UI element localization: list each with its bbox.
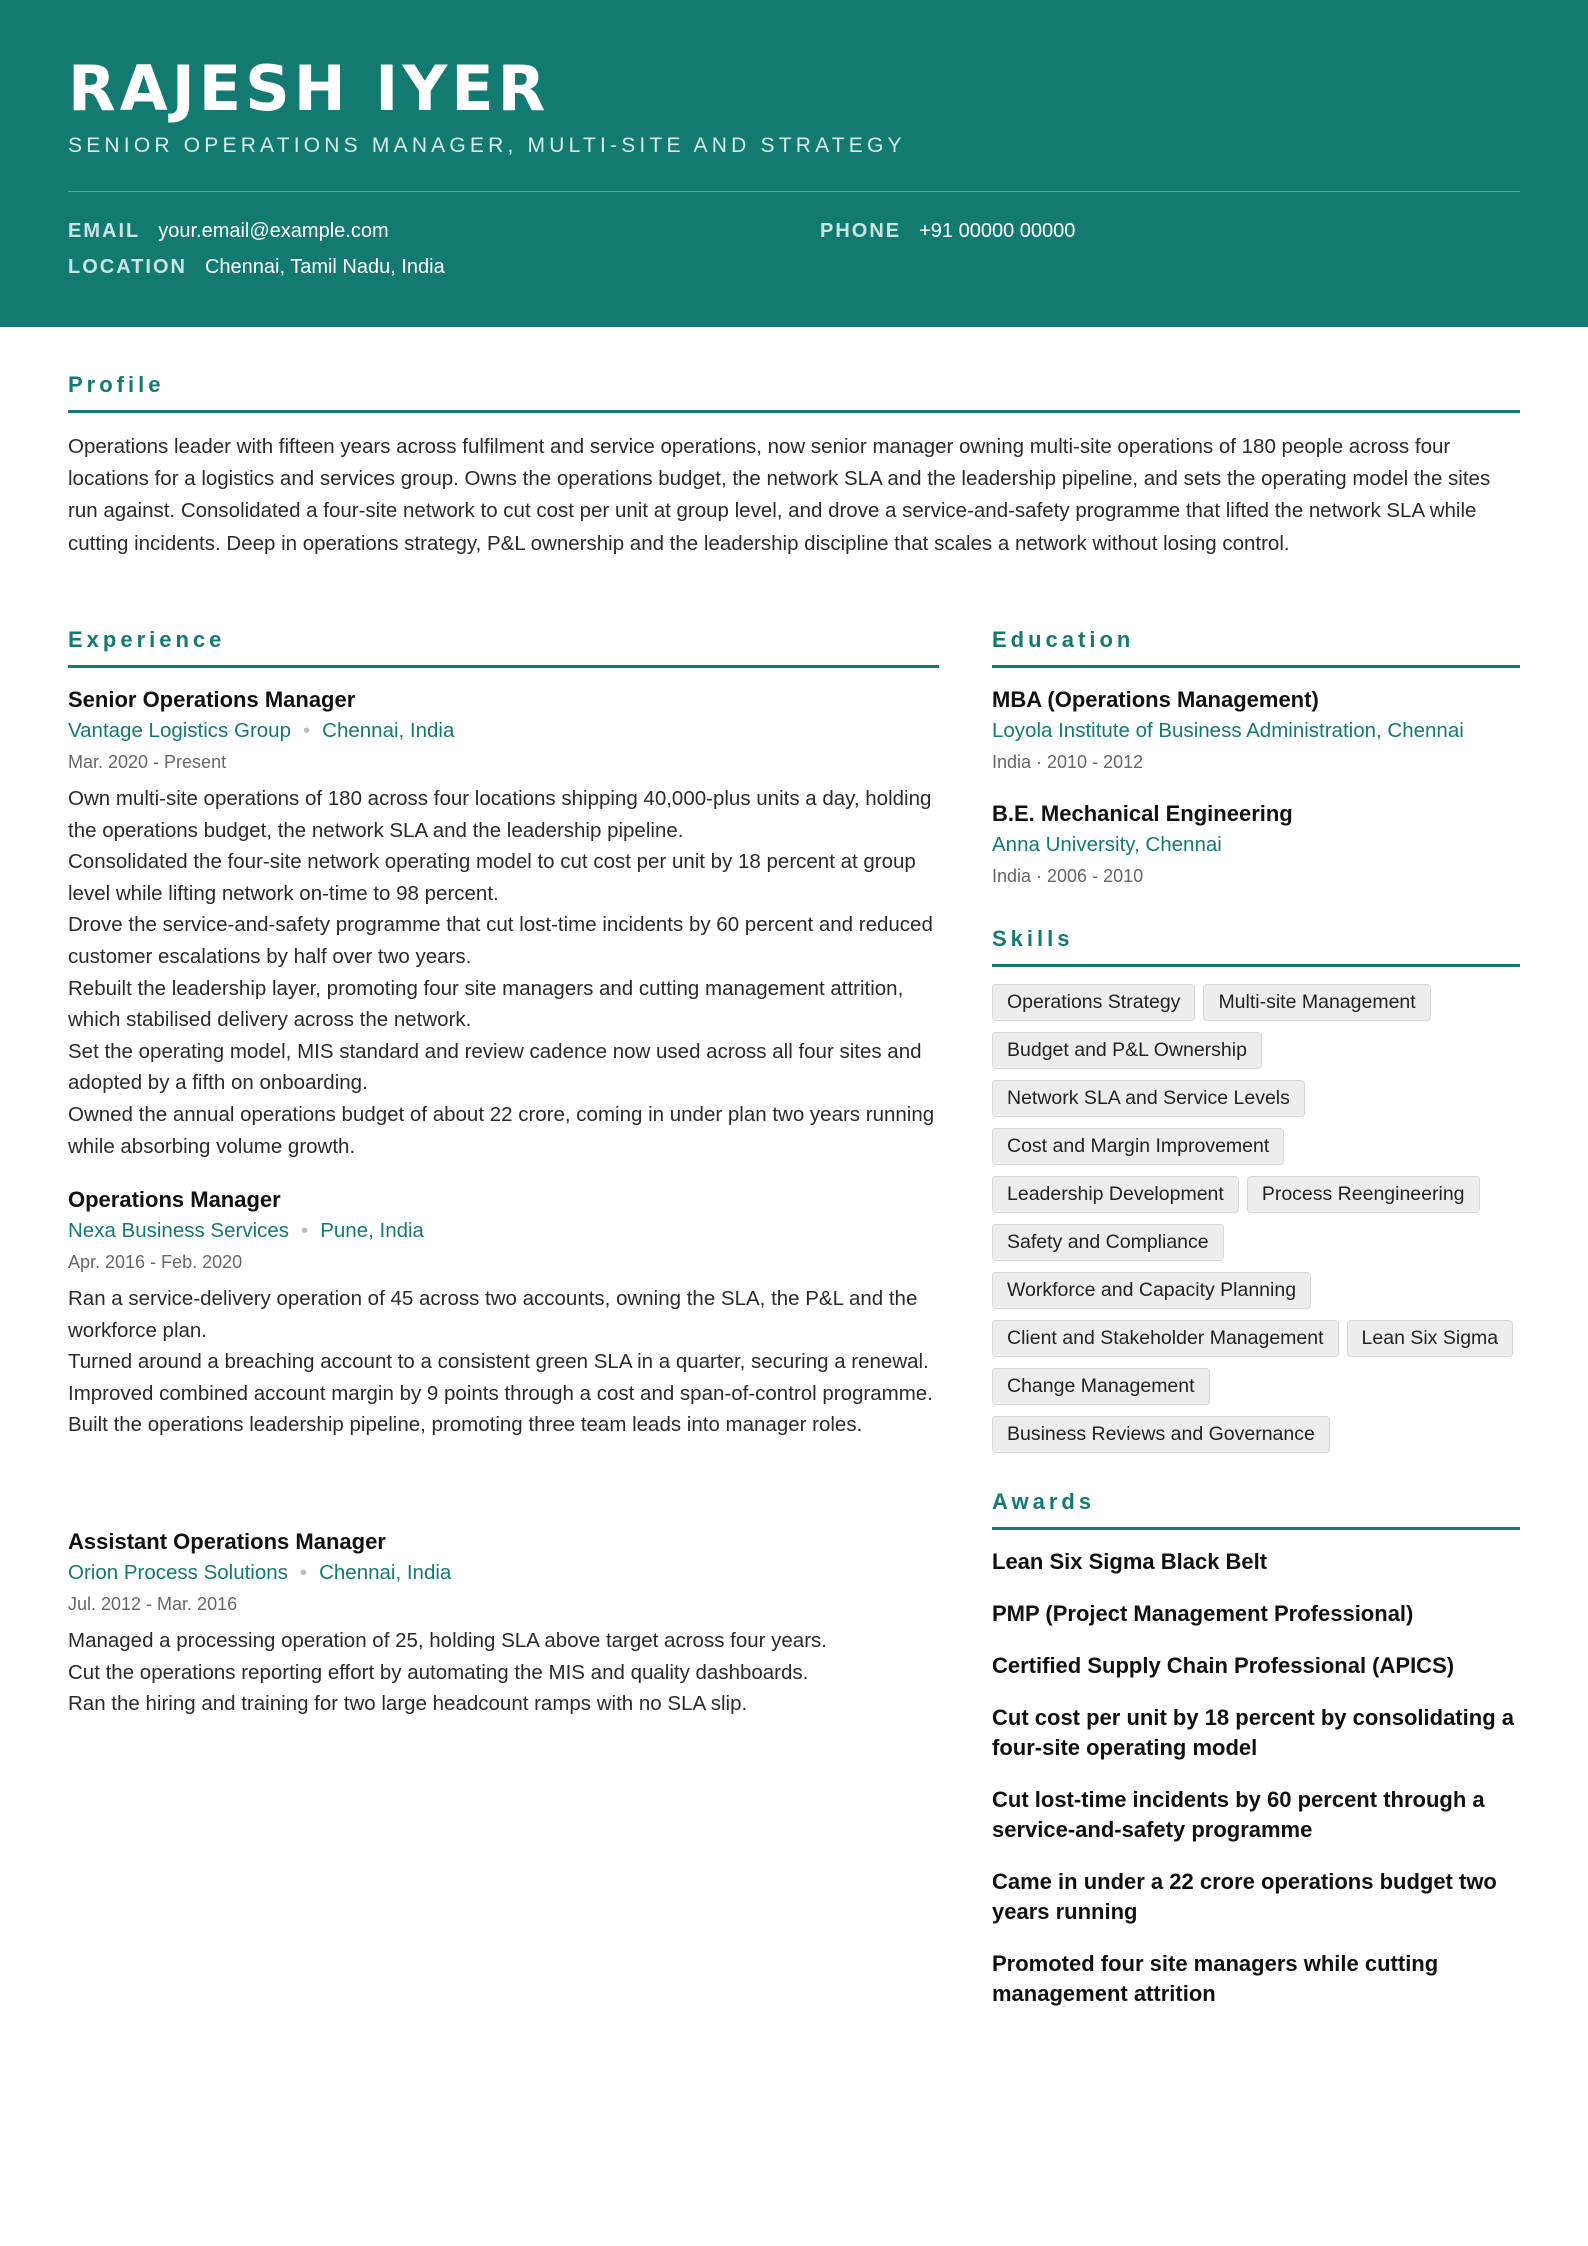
skill-tag: Budget and P&L Ownership [992,1032,1262,1069]
skill-tag: Multi-site Management [1203,984,1430,1021]
skill-tag: Client and Stakeholder Management [992,1320,1339,1357]
separator-dot-icon: • [299,1561,308,1584]
education-entry [992,799,1522,891]
contact-location [68,256,445,279]
email-label: EMAIL [68,220,141,242]
job-company: Orion Process Solutions [68,1561,288,1584]
education-degree: B.E. Mechanical Engineering [992,801,1293,826]
skill-tag: Operations Strategy [992,984,1195,1021]
job-bullet: Built the operations leadership pipeline, promoting three team leads into manager roles. [68,1413,863,1437]
candidate-title: SENIOR OPERATIONS MANAGER, MULTI-SITE AND STRATEGY [68,134,906,157]
job-bullets [68,783,948,1162]
job-dates: Apr. 2016 - Feb. 2020 [68,1252,243,1272]
education-degree: MBA (Operations Management) [992,687,1319,712]
phone-label: PHONE [820,220,902,242]
job-title: Operations Manager [68,1187,281,1212]
skill-tag: Network SLA and Service Levels [992,1080,1305,1117]
job-meta [68,715,948,747]
award-item: PMP (Project Management Professional) [992,1601,1414,1626]
skill-tag: Lean Six Sigma [1347,1320,1514,1357]
job-bullet: Ran a service-delivery operation of 45 across two accounts, owning the SLA, the P&L and the workforce plan. [68,1287,918,1342]
job-company: Vantage Logistics Group [68,719,291,742]
job-bullet: Managed a processing operation of 25, holding SLA above target across four years. [68,1629,827,1652]
education-rule [992,665,1520,668]
award-item: Cut lost-time incidents by 60 percent through a service-and-safety programme [992,1787,1485,1842]
job-bullets [68,1625,948,1720]
job-bullet: Set the operating model, MIS standard and review cadence now used across all four sites and adopted by a fifth on onboarding. [68,1039,922,1095]
job-bullet: Improved combined account margin by 9 points through a cost and span-of-control programme. [68,1381,933,1405]
award-item: Cut cost per unit by 18 percent by consolidating a four-site operating model [992,1705,1514,1760]
email-value[interactable]: your.email@example.com [158,220,389,242]
skills-list [992,984,1522,1453]
job-title: Assistant Operations Manager [68,1529,386,1554]
job-dates: Mar. 2020 - Present [68,752,227,772]
experience-heading: Experience [68,627,226,652]
skill-tag: Workforce and Capacity Planning [992,1272,1311,1309]
job-location: Pune, India [320,1219,424,1242]
job-entry [68,1527,948,1720]
skill-tag: Business Reviews and Governance [992,1416,1330,1453]
contact-phone [820,220,1075,243]
contact-email [68,220,389,243]
education-entry [992,685,1522,777]
job-bullet: Ran the hiring and training for two large headcount ramps with no SLA slip. [68,1692,748,1716]
education-heading: Education [992,627,1135,652]
award-item: Came in under a 22 crore operations budget two years running [992,1869,1497,1924]
skill-tag: Leadership Development [992,1176,1239,1213]
job-bullet: Consolidated the four-site network operating model to cut cost per unit by 18 percent at group level while lifting network on-time to 98 percent. [68,850,916,905]
job-location: Chennai, India [319,1561,452,1584]
skill-tag: Change Management [992,1368,1210,1405]
skills-rule [992,964,1520,967]
job-bullets [68,1283,948,1441]
education-meta: India · 2010 - 2012 [992,752,1144,772]
resume-header [0,0,1588,327]
award-item: Lean Six Sigma Black Belt [992,1549,1268,1574]
job-bullet: Owned the annual operations budget of about 22 crore, coming in under plan two years running while absorbing volume growth. [68,1102,935,1158]
job-company: Nexa Business Services [68,1219,290,1242]
job-bullet: Turned around a breaching account to a consistent green SLA in a quarter, securing a renewal. [68,1350,929,1374]
skill-tag: Process Reengineering [1247,1176,1480,1213]
job-meta [68,1215,948,1247]
job-location: Chennai, India [322,719,455,742]
job-dates: Jul. 2012 - Mar. 2016 [68,1594,238,1614]
education-meta: India · 2006 - 2010 [992,866,1144,886]
job-bullet: Drove the service-and-safety programme that cut lost-time incidents by 60 percent and reduced customer escalations by half over two years. [68,913,933,968]
job-bullet: Cut the operations reporting effort by automating the MIS and quality dashboards. [68,1660,809,1684]
job-bullet: Own multi-site operations of 180 across four locations shipping 40,000-plus units a day, holding the operations budget, the network SLA and the leadership pipeline. [68,787,932,842]
experience-rule [68,665,939,668]
job-entry [68,685,948,1162]
job-entry [68,1185,948,1441]
profile-rule [68,410,1520,413]
job-title: Senior Operations Manager [68,687,356,712]
job-bullet: Rebuilt the leadership layer, promoting four site managers and cutting management attrition, which stabilised delivery across the network. [68,976,904,1032]
location-value: Chennai, Tamil Nadu, India [204,256,445,278]
location-label: LOCATION [68,256,187,278]
separator-dot-icon: • [302,719,311,742]
profile-heading: Profile [68,372,165,397]
phone-value[interactable]: +91 00000 00000 [919,220,1076,242]
job-meta [68,1557,948,1589]
candidate-name: RAJESH IYER [68,52,550,125]
profile-summary: Operations leader with fifteen years across fulfilment and service operations, now senior manager owning multi-site operations of 180 people across four locations for a logistics and services group. Owns the operations budget, the network SLA and the leadership pipeline, and sets the operating model the sites run against. Consolidated a four-site network to cut cost per unit at group level, and drove a service-and-safety programme that lifted the network SLA while cutting incidents. Deep in operations strategy, P&L ownership and the leadership discipline that scales a network without losing control. [68,435,1491,555]
award-item: Certified Supply Chain Professional (APICS) [992,1653,1455,1678]
education-institution: Loyola Institute of Business Administration, Chennai [992,719,1464,742]
skill-tag: Cost and Margin Improvement [992,1128,1284,1165]
separator-dot-icon: • [301,1219,309,1242]
skills-heading: Skills [992,926,1074,951]
awards-heading: Awards [992,1489,1096,1514]
header-divider [68,191,1520,192]
awards-rule [992,1527,1520,1530]
skill-tag: Safety and Compliance [992,1224,1224,1261]
award-item: Promoted four site managers while cutting management attrition [992,1951,1439,2006]
education-institution: Anna University, Chennai [992,833,1222,856]
